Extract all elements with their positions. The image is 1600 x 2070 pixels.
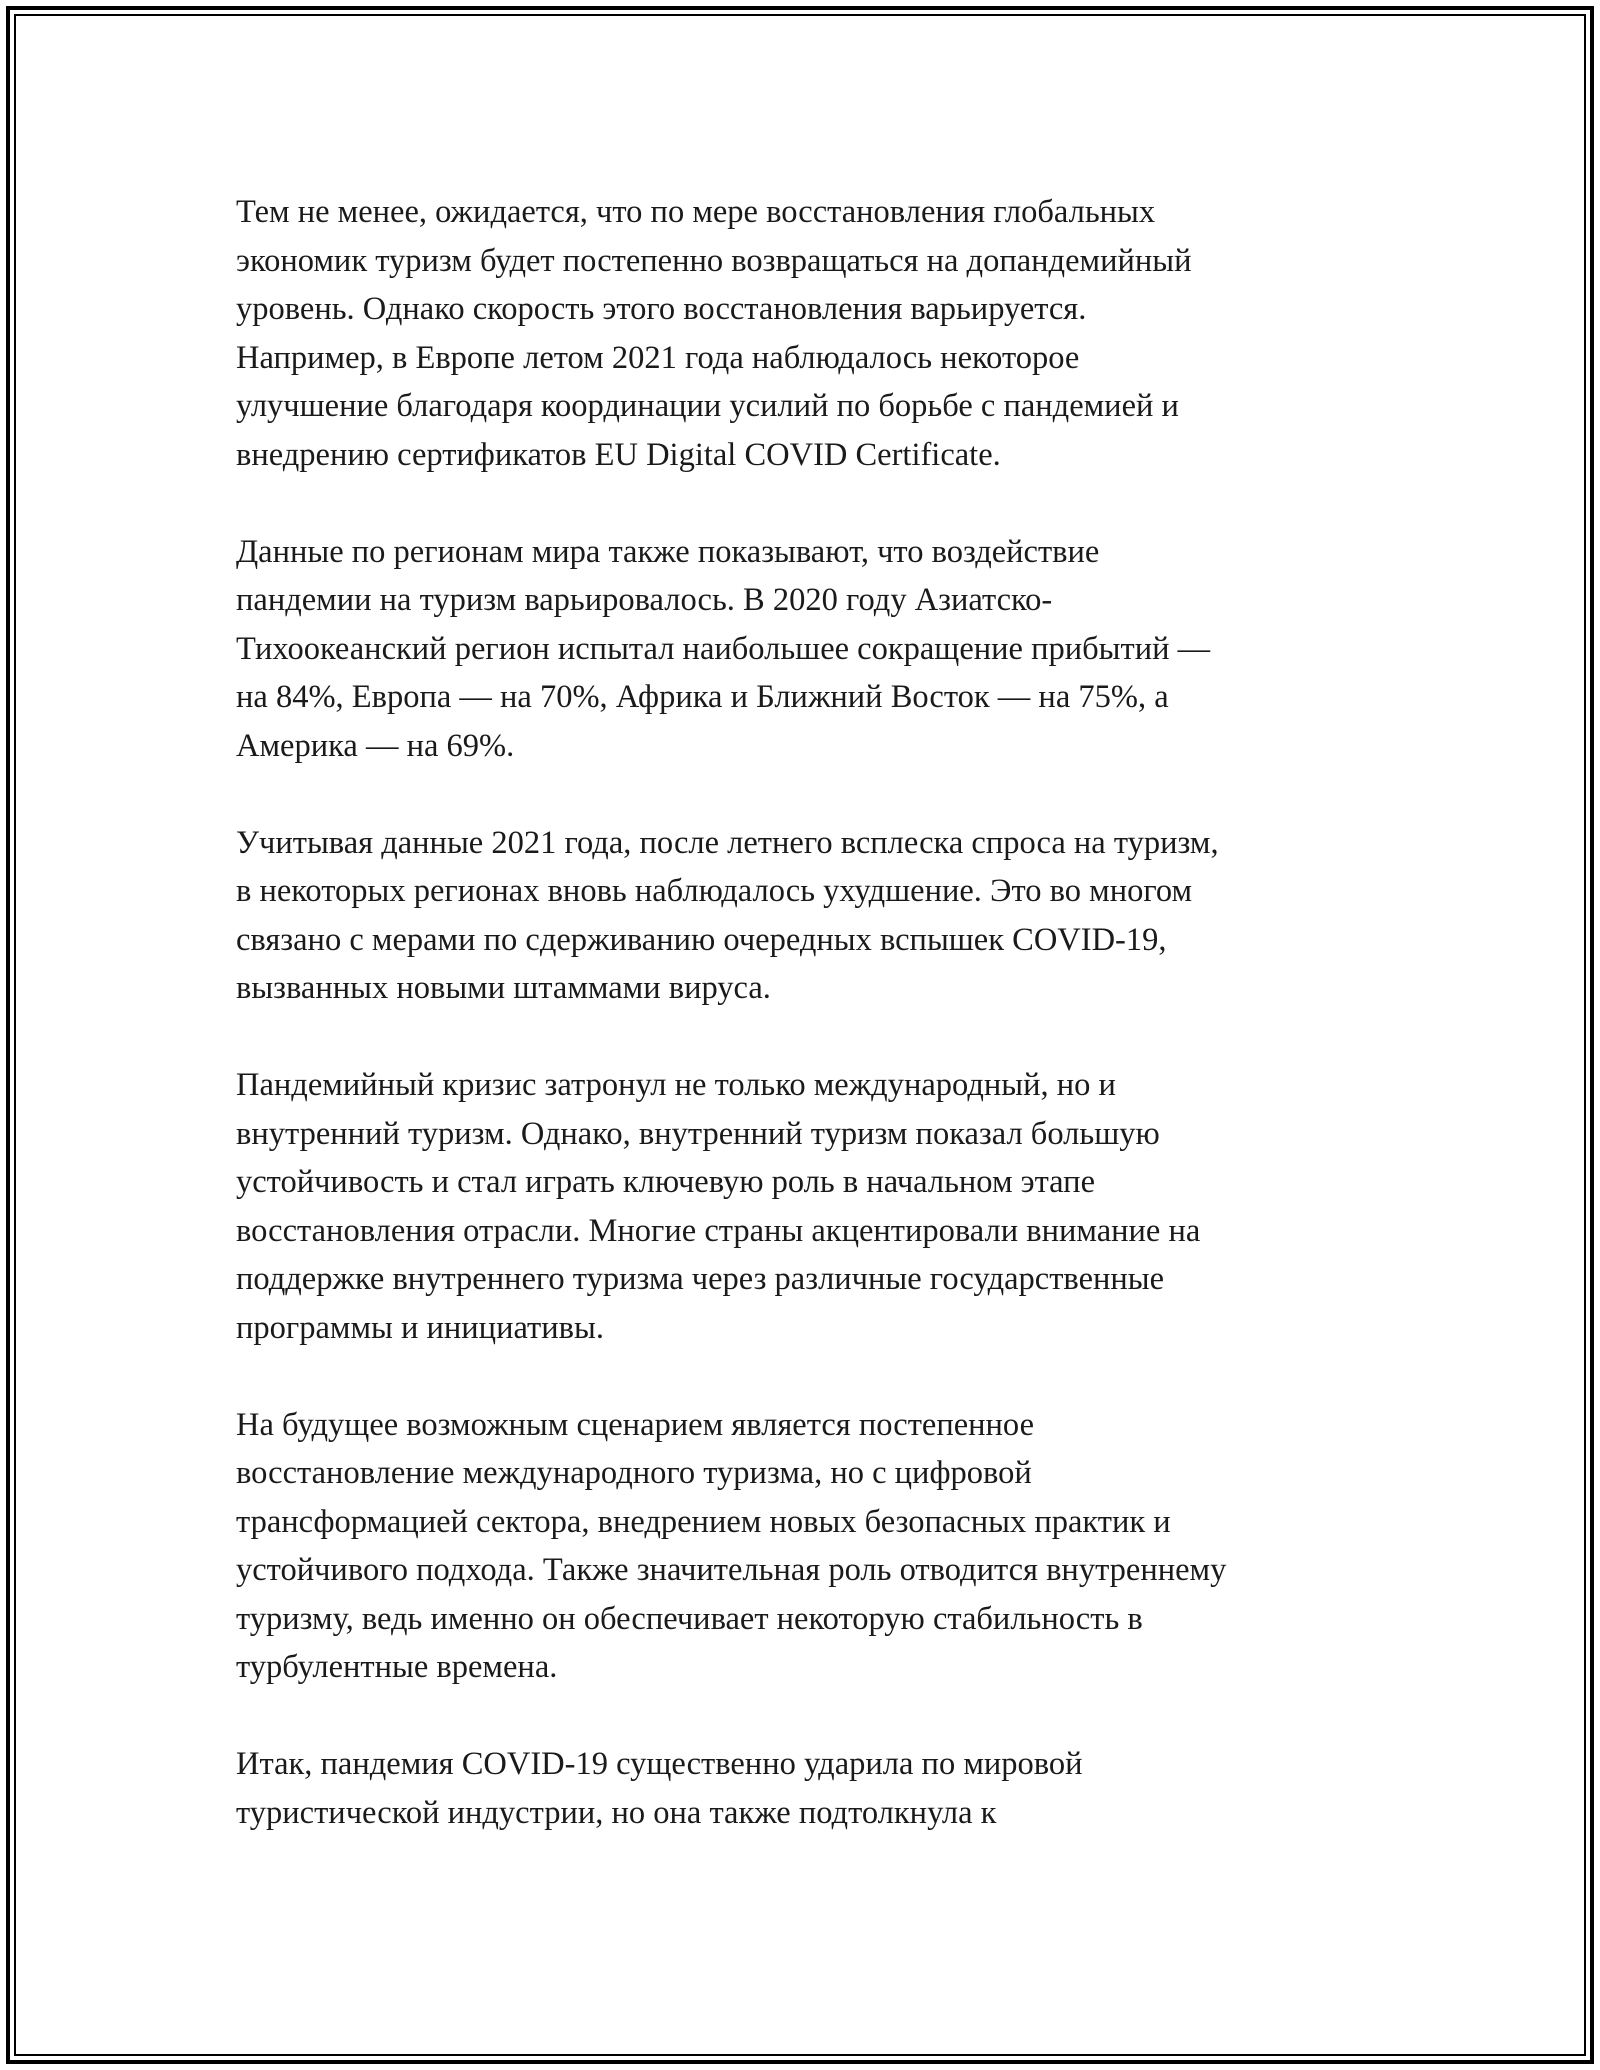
text-line: Америка — на 69%.	[236, 727, 515, 764]
document-body	[236, 188, 1366, 1837]
text-line: Данные по регионам мира также показывают, что воздействие	[236, 533, 1100, 570]
text-line: Например, в Европе летом 2021 года наблюдалось некоторое	[236, 339, 1080, 376]
text-line: внедрению сертификатов EU Digital COVID Certificate.	[236, 436, 1001, 473]
text-line: восстановления отрасли. Многие страны акцентировали внимание на	[236, 1212, 1201, 1249]
text-line: экономик туризм будет постепенно возвращаться на допандемийный	[236, 242, 1192, 279]
paragraph-domestic-tourism	[236, 1061, 1366, 1352]
text-line: в некоторых регионах вновь наблюдалось ухудшение. Это во многом	[236, 873, 1193, 909]
paragraph-future-scenario	[236, 1401, 1366, 1692]
text-line: туристической индустрии, но она также подтолкнула к	[236, 1794, 997, 1831]
text-line: вызванных новыми штаммами вируса.	[236, 970, 771, 1006]
text-line: на 84%, Европа — на 70%, Африка и Ближний Восток — на 75%, а	[236, 679, 1169, 715]
text-line: устойчивость и стал играть ключевую роль в начальном этапе	[236, 1164, 1095, 1200]
paragraph-2021-data	[236, 819, 1366, 1013]
text-line: трансформацией сектора, внедрением новых безопасных практик и	[236, 1503, 1171, 1540]
text-line: уровень. Однако скорость этого восстановления варьируется.	[236, 291, 1087, 327]
text-line: Тихоокеанский регион испытал наибольшее сокращение прибытий —	[236, 630, 1211, 667]
text-line: программы и инициативы.	[236, 1309, 604, 1346]
text-line: Итак, пандемия COVID-19 существенно ударила по мировой	[236, 1746, 1083, 1782]
text-line: Пандемийный кризис затронул не только международный, но и	[236, 1067, 1116, 1103]
paragraph-conclusion	[236, 1740, 1366, 1837]
text-line: связано с мерами по сдерживанию очередных вспышек COVID-19,	[236, 921, 1167, 958]
text-line: устойчивого подхода. Также значительная роль отводится внутреннему	[236, 1552, 1227, 1588]
paragraph-recovery-outlook	[236, 188, 1366, 479]
text-line: улучшение благодаря координации усилий по борьбе с пандемией и	[236, 388, 1179, 424]
text-line: пандемии на туризм варьировалось. В 2020 году Азиатско-	[236, 582, 1053, 618]
paragraph-regional-data	[236, 528, 1366, 771]
text-line: поддержке внутреннего туризма через различные государственные	[236, 1261, 1165, 1297]
text-line: На будущее возможным сценарием является постепенное	[236, 1406, 1034, 1443]
text-line: восстановление международного туризма, но с цифровой	[236, 1455, 1032, 1491]
text-line: Учитывая данные 2021 года, после летнего всплеска спроса на туризм,	[236, 824, 1219, 861]
text-line: внутренний туризм. Однако, внутренний туризм показал большую	[236, 1115, 1160, 1152]
text-line: Тем не менее, ожидается, что по мере восстановления глобальных	[236, 194, 1156, 230]
text-line: туризму, ведь именно он обеспечивает некоторую стабильность в	[236, 1600, 1143, 1637]
text-line: турбулентные времена.	[236, 1649, 558, 1685]
